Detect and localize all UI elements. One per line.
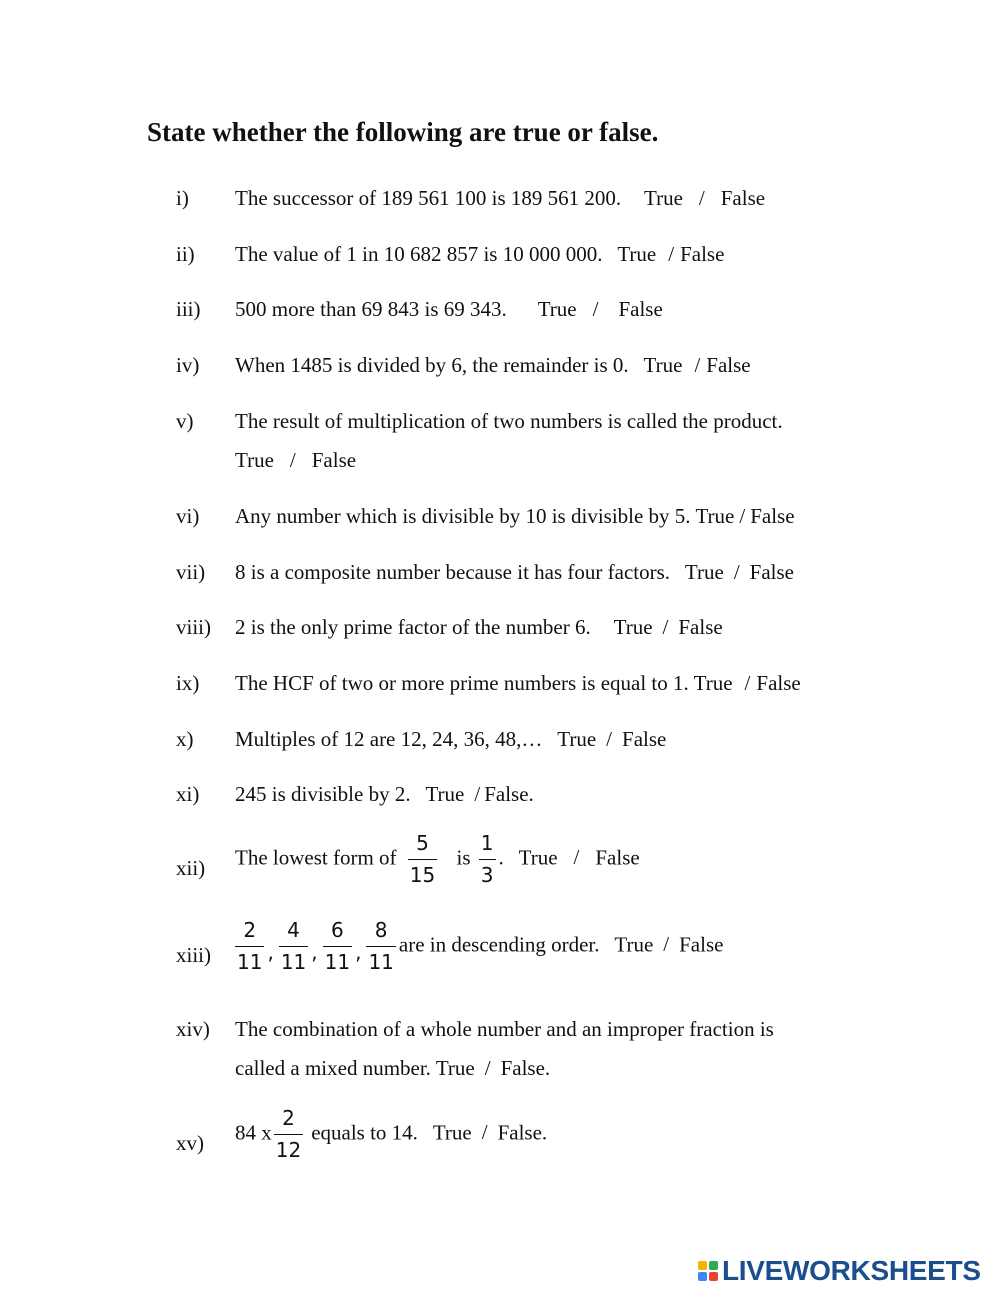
fraction [323,918,352,975]
true-option[interactable]: True [537,297,577,321]
slash-separator: / [668,242,675,266]
question-text: is [456,845,471,870]
slash-separator: / [694,353,701,377]
true-option[interactable]: True [557,727,597,751]
false-option[interactable]: False [622,727,667,751]
comma: , [355,940,362,965]
false-option[interactable]: False [756,671,801,695]
true-option[interactable]: True [684,560,724,584]
question-number: xiv) [176,1017,210,1041]
fraction [274,1106,303,1163]
false-option[interactable]: False. [484,782,534,806]
fraction [279,918,308,975]
false-option[interactable]: False [706,353,751,377]
true-option[interactable]: True [617,242,657,266]
fraction-denominator: 11 [324,950,351,974]
fraction-numerator: 5 [408,831,437,860]
slash-separator: / [606,727,613,751]
true-option[interactable]: True [643,353,683,377]
fraction [366,918,395,975]
false-option[interactable]: False [678,615,723,639]
fraction-numerator: 2 [235,918,264,947]
question-text: Any number which is divisible by 10 is divisible by 5. [235,504,691,528]
slash-separator: / [481,1120,488,1145]
question-text: . [498,845,504,870]
slash-separator: / [484,1056,491,1080]
slash-separator: / [573,845,580,870]
true-option[interactable]: True [432,1120,472,1145]
fraction-denominator: 3 [480,863,494,887]
page-title: State whether the following are true or false. [147,117,659,147]
true-option[interactable]: True [235,448,274,472]
true-option[interactable]: True [613,615,653,639]
question-text: The result of multiplication of two numbers is called the product. [235,409,783,433]
question-text: 500 more than 69 843 is 69 343. [235,297,507,321]
slash-separator: / [698,186,705,210]
question-text: Multiples of 12 are 12, 24, 36, 48,… [235,727,543,751]
false-option[interactable]: False. [497,1120,548,1145]
fraction-numerator: 4 [279,918,308,947]
question-text: are in descending order. [398,932,600,957]
question-text: 245 is divisible by 2. [235,782,411,806]
slash-separator: / [733,560,740,584]
true-option[interactable]: True [695,504,735,528]
true-option[interactable]: True [425,782,465,806]
question-number: xv) [176,1131,204,1155]
true-option[interactable]: True [693,671,733,695]
question-number: xiii) [176,943,211,967]
false-option[interactable]: False [679,932,724,957]
fraction-numerator: 1 [479,831,496,860]
question-text: 8 is a composite number because it has four factors. [235,560,671,584]
comma: , [311,940,318,965]
question-number: iii) [176,297,201,321]
slash-separator: / [739,504,746,528]
slash-separator: / [474,782,481,806]
question-number: x) [176,727,194,751]
question-number: viii) [176,615,211,639]
question-text: The successor of 189 561 100 is 189 561 200. [235,186,622,210]
slash-separator: / [592,297,599,321]
logo-icon [698,1261,718,1281]
slash-separator: / [289,448,296,472]
comma: , [267,940,274,965]
question-text: 2 is the only prime factor of the number 6. [235,615,591,639]
fraction [408,831,437,888]
fraction-denominator: 15 [409,863,436,887]
true-option[interactable]: True [614,932,654,957]
true-option[interactable]: True [435,1056,475,1080]
slash-separator: / [744,671,751,695]
question-number: ix) [176,671,200,695]
question-number: iv) [176,353,200,377]
false-option[interactable]: False [749,560,794,584]
question-number: xii) [176,856,206,880]
question-number: ii) [176,242,195,266]
question-text: When 1485 is divided by 6, the remainder is 0. [235,353,629,377]
slash-separator: / [663,932,670,957]
question-number: vii) [176,560,206,584]
question-text: The HCF of two or more prime numbers is equal to 1. [235,671,689,695]
fraction-numerator: 2 [274,1106,303,1135]
question-number: vi) [176,504,200,528]
fraction-denominator: 11 [237,950,263,974]
question-text: 84 x [235,1120,272,1145]
question-number: v) [176,409,194,433]
false-option[interactable]: False [311,448,357,472]
question-text: The combination of a whole number and an improper fraction is [235,1017,774,1041]
logo-text: LIVEWORKSHEETS [722,1255,981,1286]
liveworksheets-logo [698,1256,981,1286]
question-text: equals to 14. [311,1120,418,1145]
question-number: xi) [176,782,200,806]
question-number: i) [176,186,189,210]
false-option[interactable]: False [595,845,640,870]
true-option[interactable]: True [518,845,558,870]
question-text: The value of 1 in 10 682 857 is 10 000 000. [235,242,603,266]
false-option[interactable]: False [618,297,663,321]
fraction-numerator: 6 [323,918,352,947]
fraction-denominator: 11 [368,950,394,974]
false-option[interactable]: False [680,242,725,266]
false-option[interactable]: False. [500,1056,551,1080]
false-option[interactable]: False [750,504,795,528]
fraction-numerator: 8 [366,918,395,947]
question-text: The lowest form of [235,845,397,870]
fraction [235,918,264,975]
slash-separator: / [662,615,669,639]
fraction-denominator: 11 [280,950,307,974]
question-text: called a mixed number. [235,1056,431,1080]
true-option[interactable]: True [644,186,683,210]
fraction [479,831,496,888]
fraction-denominator: 12 [275,1138,302,1162]
false-option[interactable]: False [720,186,766,210]
